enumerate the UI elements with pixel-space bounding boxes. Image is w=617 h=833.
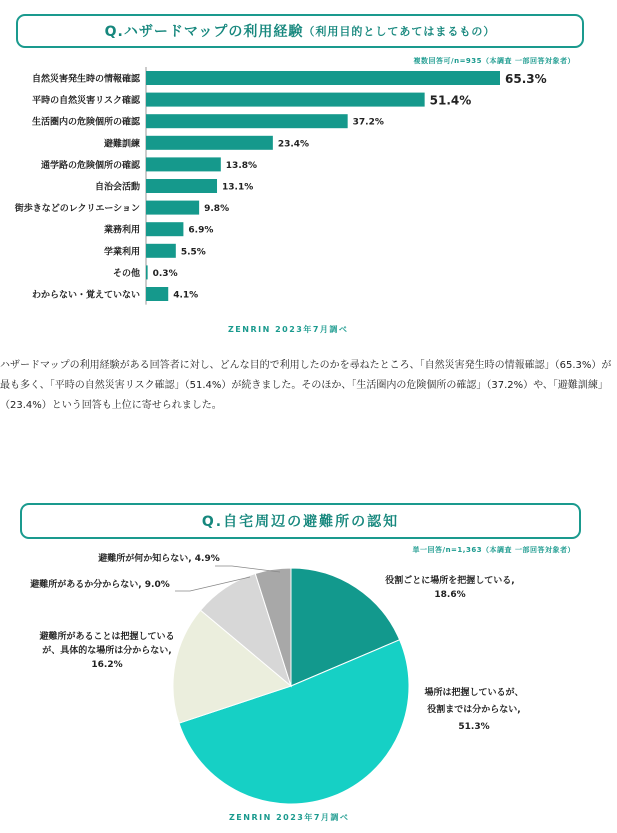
- bar-value-label: 6.9%: [188, 225, 214, 236]
- chart2-note: 単一回答/n=1,363（本調査 一部回答対象者）: [412, 546, 575, 554]
- bar-value-label: 23.4%: [277, 139, 310, 150]
- bar-value-label: 4.1%: [173, 290, 199, 301]
- bar-category-label: わからない・覚えていない: [31, 290, 140, 301]
- bar-value-label: 65.3%: [505, 72, 547, 86]
- chart2-source: ZENRIN 2023年7月調べ: [229, 813, 350, 822]
- bar-category-label: 業務利用: [103, 225, 140, 236]
- chart1-title-main: Q.ハザードマップの利用経験: [104, 24, 304, 40]
- bar-value-label: 13.8%: [225, 160, 258, 171]
- chart1-title-sub: （利用目的としてあてはまるもの）: [303, 25, 496, 38]
- pie-slice-label: 避難所が何か知らない, 4.9%: [98, 554, 220, 564]
- pie-leader-line: [215, 566, 280, 572]
- bar-value-label: 13.1%: [222, 182, 254, 193]
- bar-category-label: 生活圏内の危険個所の確認: [31, 117, 140, 128]
- bar-value-label: 5.5%: [180, 247, 206, 258]
- bar-category-label: 街歩きなどのレクリエーション: [14, 204, 140, 215]
- bar-category-label: 学業利用: [103, 247, 140, 258]
- chart1-source: ZENRIN 2023年7月調べ: [228, 325, 349, 334]
- bar-value-label: 0.3%: [152, 268, 178, 279]
- chart1-note: 複数回答可/n=935（本調査 一部回答対象者）: [413, 57, 575, 65]
- pie-slice-label: 場所は把握しているが、役割までは分からない, 51.3%: [424, 688, 524, 732]
- pie-slice-label: 避難所があるか分からない, 9.0%: [30, 580, 170, 590]
- bar-category-label: 避難訓練: [103, 139, 140, 150]
- bar-category-label: 平時の自然災害リスク確認: [32, 96, 140, 107]
- chart2-title-text: Q.自宅周辺の避難所の認知: [201, 514, 400, 530]
- bar-value-label: 37.2%: [352, 117, 384, 128]
- description-text: ハザードマップの利用経験がある回答者に対し、どんな目的で利用したのかを尋ねたところ、「自然災害発生時の情報確認」（65.3%）が最も多く、「平時の自然災害リスク確認」（51.4%）が続きました。そのほか、「生活圏内の危険個所の確認」（37.2%）や、「避難訓練」（23.4%）という回答も上位に寄せられました。: [0, 360, 612, 411]
- bar-category-label: 自治会活動: [94, 182, 140, 193]
- pie-slice-label: 避難所があることは把握しているが、具体的な場所は分からない, 16.2%: [39, 632, 175, 670]
- bar-value-label: 51.4%: [429, 93, 472, 108]
- pie-slice-label: 役割ごとに場所を把握している, 18.6%: [385, 576, 515, 600]
- bar-category-label: 自然災害発生時の情報確認: [31, 74, 140, 85]
- bar-value-label: 9.8%: [204, 204, 230, 215]
- bar-category-label: 通学路の危険個所の確認: [40, 160, 140, 171]
- bar-category-label: その他: [112, 268, 140, 279]
